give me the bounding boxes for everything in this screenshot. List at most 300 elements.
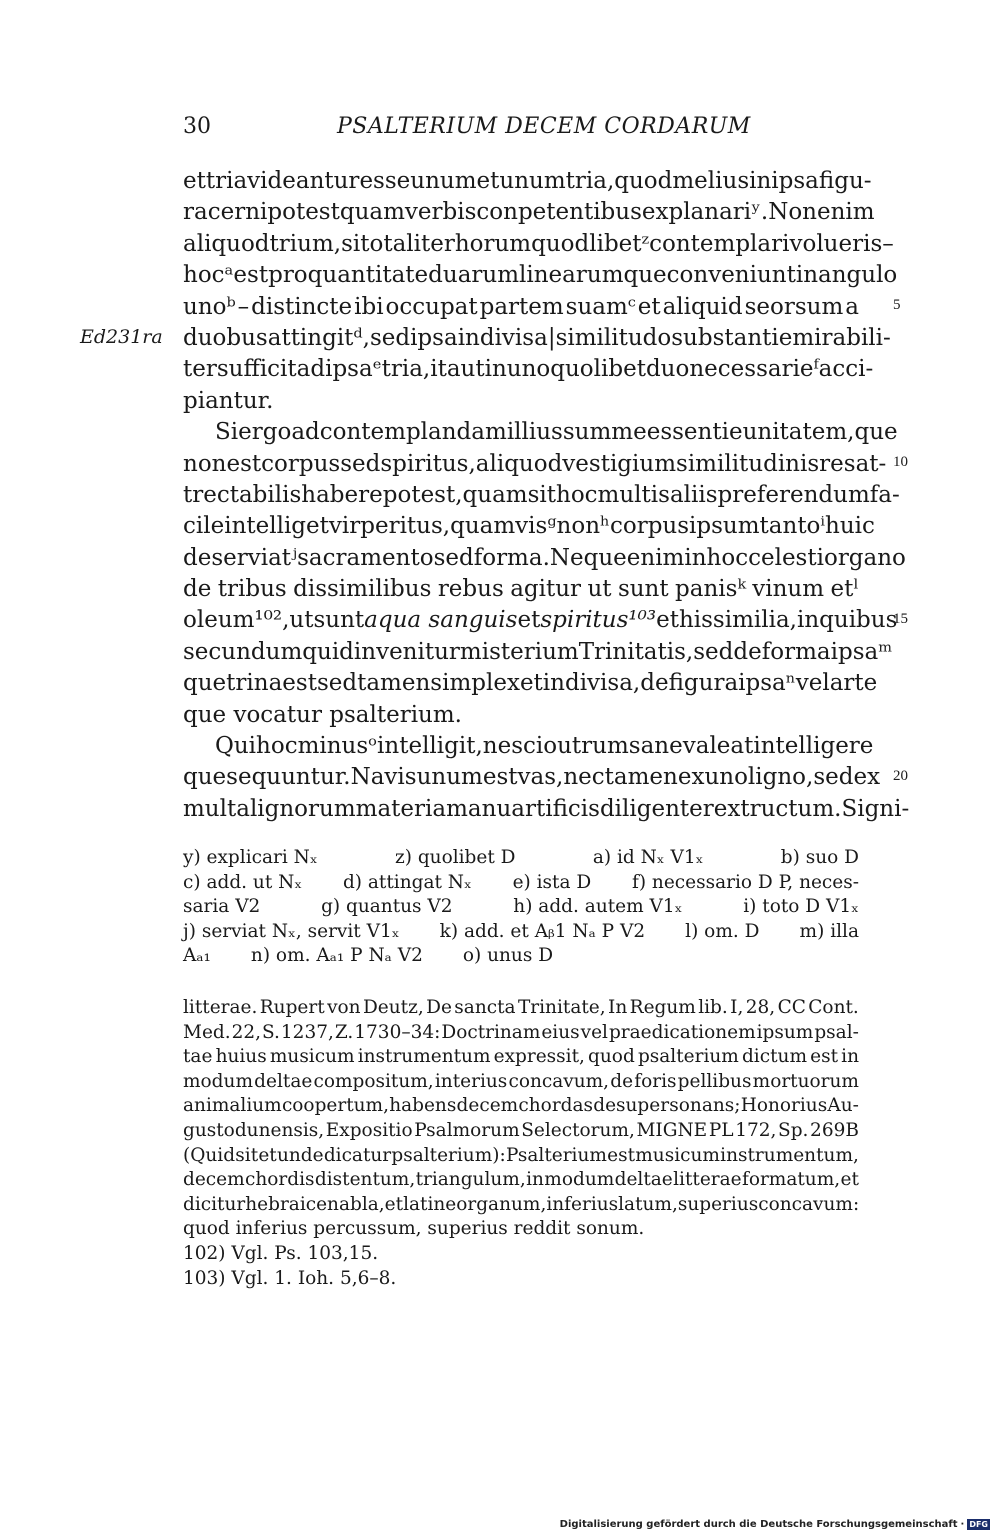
word: que xyxy=(623,262,667,289)
apparatus-line xyxy=(183,895,859,920)
text-line xyxy=(183,574,859,605)
word: linearum xyxy=(519,262,624,289)
word: artificis xyxy=(511,795,600,822)
apparatus-entry: saria V2 xyxy=(183,896,261,918)
text-line xyxy=(183,511,875,542)
word: S. xyxy=(262,1021,280,1043)
word: dissimilibus xyxy=(293,576,432,603)
margin-note: Ed231ra xyxy=(80,326,163,348)
word: hoc xyxy=(256,733,298,760)
word: agitur xyxy=(510,576,582,603)
apparatus-entry: Aₐ₁ xyxy=(183,945,211,967)
word: distincte xyxy=(251,293,353,320)
word: enim xyxy=(626,544,685,571)
word: ibi xyxy=(354,293,384,320)
word: peritus, xyxy=(360,513,451,540)
word: quod xyxy=(614,168,673,194)
text-line xyxy=(183,605,898,636)
word: misterium xyxy=(459,638,579,665)
word: quibus xyxy=(819,607,898,634)
word: ipsa xyxy=(771,168,819,194)
apparatus-entry: g) quantus V2 xyxy=(321,896,453,918)
word: sunt xyxy=(313,607,365,634)
word: Cont. xyxy=(808,997,859,1018)
word: piantur. xyxy=(183,387,274,414)
line-number: 20 xyxy=(893,768,908,784)
note-line xyxy=(183,1168,859,1193)
word: sane xyxy=(628,733,683,760)
word: valeat xyxy=(682,733,754,760)
word: diligenter xyxy=(599,795,714,822)
word: Deutz, xyxy=(362,997,424,1018)
word: psalterium): xyxy=(391,1144,506,1166)
word: Doctrinam xyxy=(441,1021,541,1043)
word: nescio xyxy=(482,733,558,760)
word: quam xyxy=(339,199,405,226)
word: organum, xyxy=(456,1193,547,1215)
text-line xyxy=(183,260,898,291)
word: sacramento xyxy=(297,544,434,571)
word: (Quid xyxy=(183,1144,236,1166)
word: que xyxy=(183,670,227,697)
word: tria, xyxy=(565,168,615,194)
word: 269B xyxy=(810,1119,859,1141)
word: mortuorum xyxy=(752,1070,859,1092)
word: sed xyxy=(693,638,734,665)
word: latum, xyxy=(618,1193,678,1215)
text-line xyxy=(183,637,893,668)
word: psal- xyxy=(814,1021,859,1043)
word: – xyxy=(237,293,250,320)
word: sequuntur. xyxy=(226,764,351,791)
word: 1237, xyxy=(280,1021,334,1043)
word: 172, xyxy=(735,1119,777,1141)
word: seorsum xyxy=(744,293,844,320)
word: corpus xyxy=(609,513,690,540)
word: volueris xyxy=(789,230,883,257)
word: – xyxy=(882,230,894,257)
note-line xyxy=(183,1242,859,1267)
word: foris xyxy=(634,1070,677,1092)
word: quolibet xyxy=(550,356,646,383)
word: deltae xyxy=(614,1169,673,1191)
apparatus-entry: f) necessario D P, neces- xyxy=(631,871,859,893)
text-line xyxy=(183,668,878,699)
word: Sp. xyxy=(778,1119,809,1141)
word: triangulum, xyxy=(415,1169,526,1191)
word: conpetentibus xyxy=(476,199,642,226)
word: unum xyxy=(499,168,566,194)
word: pellibus xyxy=(677,1070,752,1092)
word: uno xyxy=(506,356,551,383)
word: et xyxy=(656,607,679,634)
word: In xyxy=(608,997,628,1018)
word: animalium xyxy=(183,1095,282,1117)
word: coopertum, xyxy=(281,1095,389,1117)
word: ut xyxy=(460,356,485,383)
word: indivisa, xyxy=(542,670,641,697)
word: expressit, xyxy=(493,1046,585,1068)
word: que xyxy=(183,764,227,791)
word: arte xyxy=(829,670,878,697)
word: dicatur xyxy=(323,1144,392,1166)
word: distentum, xyxy=(314,1169,416,1191)
word: tria xyxy=(205,168,248,194)
word: his xyxy=(678,607,713,634)
text-line xyxy=(183,762,881,793)
word: ut xyxy=(587,576,612,603)
word: est xyxy=(810,1046,839,1068)
word: videantur xyxy=(247,168,360,194)
word: ipsaⁿ xyxy=(738,670,796,697)
word: modum xyxy=(544,1169,615,1191)
word: explanariʸ. xyxy=(641,199,769,226)
word: litterae. xyxy=(183,997,258,1018)
word: sunt xyxy=(617,576,669,603)
word: necessarieᶠ xyxy=(689,356,819,383)
word: hebraice xyxy=(245,1193,328,1215)
word: a xyxy=(845,293,859,320)
word: I, xyxy=(730,997,744,1018)
word: cerni xyxy=(207,199,268,226)
word: de xyxy=(610,1070,634,1092)
word: deltae xyxy=(254,1070,313,1092)
word: aliquid xyxy=(662,293,743,320)
word: desuper xyxy=(593,1095,670,1117)
word: instrumentum, xyxy=(720,1144,859,1166)
word: similitudo xyxy=(555,324,672,351)
word: contemplari xyxy=(649,230,790,257)
word: in xyxy=(484,356,507,383)
word: unum xyxy=(410,168,477,194)
word: eius xyxy=(541,1021,580,1043)
word: unitatem, xyxy=(742,419,855,446)
word: est xyxy=(233,262,269,289)
word: in xyxy=(795,262,819,289)
word: acci- xyxy=(818,356,874,383)
source-notes xyxy=(183,996,859,1291)
word: Trinitatis, xyxy=(578,638,694,665)
word: inferius xyxy=(546,1193,619,1215)
apparatus-entry: e) ista D xyxy=(512,871,592,893)
word: occupat xyxy=(385,293,478,320)
word: superius xyxy=(677,1193,759,1215)
word: lignorum xyxy=(249,795,356,822)
word: sed xyxy=(813,764,854,791)
word: Med. xyxy=(183,1021,231,1043)
word: von xyxy=(327,997,361,1018)
word: de xyxy=(733,638,762,665)
word: ita xyxy=(430,356,461,383)
word: ter xyxy=(183,356,217,383)
text-line xyxy=(183,323,891,354)
word: dicitur xyxy=(183,1193,246,1215)
text-line xyxy=(183,229,894,260)
apparatus-entry: l) om. D xyxy=(685,920,760,942)
text-line xyxy=(183,197,875,228)
word: quodlibetᶻ xyxy=(531,230,650,257)
word: unum xyxy=(416,764,483,791)
word: Si xyxy=(215,419,239,446)
word: est xyxy=(226,450,262,477)
apparatus-entry: h) add. autem V1ₓ xyxy=(513,896,683,918)
word: sed xyxy=(340,450,381,477)
word: formatum, xyxy=(741,1169,841,1191)
word: cile xyxy=(183,513,225,540)
word: dictum xyxy=(741,1046,807,1068)
word: rebus xyxy=(437,576,504,603)
word: quod xyxy=(588,1046,635,1068)
word: figura xyxy=(668,670,739,697)
word: nabla, xyxy=(327,1193,385,1215)
word: ra xyxy=(183,199,208,226)
word: musicum xyxy=(635,1144,720,1166)
apparatus-entry: j) serviat Nₓ, servit V1ₓ xyxy=(183,920,400,942)
apparatus-entry: b) suo D xyxy=(780,847,859,868)
apparatus-entry: y) explicari Nₓ xyxy=(183,847,318,868)
word: tae xyxy=(183,1046,213,1068)
word: 103) Vgl. 1. Ioh. 5,6–8. xyxy=(183,1267,397,1289)
word: forma xyxy=(761,638,831,665)
word: melius xyxy=(672,168,750,194)
word: trium, xyxy=(269,230,342,257)
word: De xyxy=(426,997,452,1018)
text-line xyxy=(183,292,859,323)
word: 28, xyxy=(745,997,776,1018)
word: vas, xyxy=(517,764,564,791)
word: partem xyxy=(479,293,564,320)
word: est xyxy=(282,670,317,697)
word: organo xyxy=(823,544,906,571)
word: tria, xyxy=(381,356,431,383)
word: Trinitate, xyxy=(517,997,606,1018)
word: res xyxy=(819,450,856,477)
word: sufficit xyxy=(216,356,297,383)
word: spiritus, xyxy=(380,450,476,477)
word: hocᵃ xyxy=(183,262,234,289)
note-line xyxy=(183,1144,859,1169)
apparatus-entry: i) toto D V1ₓ xyxy=(743,896,859,918)
word: summe xyxy=(562,419,647,446)
apparatus-entry: k) add. et Aᵦ1 Nₐ P V2 xyxy=(439,920,646,942)
word: et xyxy=(519,670,543,697)
word: corpus xyxy=(261,450,341,477)
word: 1730–34: xyxy=(354,1021,441,1043)
word: ad xyxy=(291,419,320,446)
word: habens xyxy=(389,1095,457,1117)
word: psalterium xyxy=(637,1046,739,1068)
word: Au- xyxy=(827,1095,859,1117)
word: huic xyxy=(825,513,875,540)
word: hoc xyxy=(556,481,598,508)
word: tantoⁱ xyxy=(759,513,826,540)
apparatus-entry: n) om. Aₐ₁ P Nₐ V2 xyxy=(250,945,423,967)
word: vestigium xyxy=(562,450,677,477)
word: Signi- xyxy=(841,795,910,822)
word: hoc xyxy=(706,544,749,571)
word: minusᵒ xyxy=(297,733,378,760)
word: litterae xyxy=(673,1169,742,1191)
word: duo xyxy=(645,356,690,383)
word: ipsa xyxy=(410,324,458,351)
text-line xyxy=(183,543,906,574)
word: deserviatʲ xyxy=(183,544,298,571)
word: suamᶜ xyxy=(565,293,636,320)
word: unoᵇ xyxy=(183,293,236,320)
line-number: 10 xyxy=(893,454,908,470)
word: sit xyxy=(235,1144,259,1166)
word: conveniunt xyxy=(666,262,796,289)
word: quod inferius percussum, superius reddit sonum. xyxy=(183,1218,645,1240)
word: et xyxy=(637,293,661,320)
word: 102) Vgl. Ps. 103,15. xyxy=(183,1242,379,1264)
line-number: 15 xyxy=(893,611,908,627)
word: panisᵏ xyxy=(675,576,746,603)
word: quid xyxy=(302,638,354,665)
word: manu xyxy=(446,795,512,822)
word: PL xyxy=(708,1119,734,1141)
apparatus-line xyxy=(183,944,859,969)
text-line xyxy=(183,731,874,762)
word: Expositio xyxy=(325,1119,413,1141)
running-title: PSALTERIUM DECEM CORDARUM xyxy=(337,114,751,139)
word: celesti xyxy=(748,544,824,571)
word: si xyxy=(341,230,361,257)
word: quam xyxy=(462,481,528,508)
word: lib. xyxy=(698,997,728,1018)
word: praedicationem xyxy=(608,1021,756,1043)
note-line xyxy=(183,1217,859,1242)
word: multa xyxy=(183,795,250,822)
word: sed xyxy=(369,324,411,351)
word: preferendum xyxy=(717,481,870,508)
word: ex xyxy=(677,764,705,791)
word: MIGNE xyxy=(636,1119,708,1141)
critical-apparatus xyxy=(183,846,859,969)
word: totaliter xyxy=(360,230,455,257)
word: decem xyxy=(183,1169,245,1191)
word: de xyxy=(183,576,212,603)
word: concavum, xyxy=(508,1070,610,1092)
line-number: 5 xyxy=(893,297,901,313)
word: intelligit, xyxy=(377,733,483,760)
word: sit xyxy=(527,481,556,508)
word: sonans; xyxy=(669,1095,741,1117)
word: substantie xyxy=(671,324,793,351)
word: latine xyxy=(403,1193,457,1215)
dfg-logo: DFG xyxy=(969,1520,988,1529)
word: gustodunensis, xyxy=(183,1119,325,1141)
apparatus-entry: d) attingat Nₓ xyxy=(342,871,472,893)
note-line xyxy=(183,1193,859,1218)
word: modum xyxy=(183,1070,253,1092)
word: | xyxy=(547,324,556,351)
word: tribus xyxy=(217,576,287,603)
word: ligno, xyxy=(747,764,814,791)
note-line xyxy=(183,1267,859,1292)
word: non xyxy=(183,450,227,477)
word: est xyxy=(482,764,518,791)
word: 22, xyxy=(231,1021,262,1043)
word: sed xyxy=(433,544,474,571)
word: concavum: xyxy=(758,1193,860,1215)
text-line xyxy=(183,354,874,385)
word: Navis xyxy=(350,764,417,791)
word: huius xyxy=(215,1046,267,1068)
word: duarum xyxy=(428,262,520,289)
word: Psalmorum xyxy=(414,1119,520,1141)
word: in xyxy=(749,168,772,194)
word: similia, xyxy=(712,607,797,634)
word: quantitate xyxy=(307,262,429,289)
apparatus-entry: z) quolibet D xyxy=(394,847,516,868)
word: trectabilis xyxy=(183,481,302,508)
word: chordis xyxy=(245,1169,315,1191)
footer: Digitalisierung gefördert durch die Deutsche Forschungsgemeinschaft · DFG xyxy=(559,1519,988,1530)
apparatus-line xyxy=(183,871,859,896)
word: Psalterium xyxy=(505,1144,607,1166)
text-line xyxy=(183,794,910,825)
word: Z. xyxy=(334,1021,354,1043)
word: et xyxy=(476,168,500,194)
word: vinum xyxy=(752,576,825,603)
word: habere xyxy=(301,481,383,508)
word: in xyxy=(841,1046,859,1068)
word: aliquod xyxy=(475,450,563,477)
word: Selectorum, xyxy=(521,1119,635,1141)
apparatus-line xyxy=(183,920,859,945)
word: et xyxy=(517,607,541,634)
apparatus-entry: a) id Nₓ V1ₓ xyxy=(592,847,704,868)
word: duobus xyxy=(183,324,268,351)
text-line xyxy=(183,166,872,197)
word: aqua sanguis xyxy=(364,607,518,634)
word: simplex xyxy=(430,670,520,697)
word: nonʰ xyxy=(556,513,610,540)
word: in xyxy=(796,607,820,634)
word: uno xyxy=(704,764,748,791)
word: et xyxy=(384,1193,404,1215)
word: ipsaᵉ xyxy=(325,356,382,383)
word: Regum xyxy=(629,997,696,1018)
word: Non xyxy=(768,199,817,226)
word: pro xyxy=(268,262,308,289)
word: decem xyxy=(456,1095,519,1117)
word: interius xyxy=(434,1070,508,1092)
word: Qui xyxy=(215,733,257,760)
apparatus-entry: m) illa xyxy=(799,920,859,942)
word: forma. xyxy=(473,544,550,571)
word: fa- xyxy=(869,481,900,508)
apparatus-line xyxy=(183,846,859,871)
word: etˡ xyxy=(830,576,859,603)
word: esse xyxy=(359,168,411,194)
word: aliis xyxy=(669,481,718,508)
word: trina xyxy=(226,670,283,697)
word: spiritus¹⁰³ xyxy=(540,607,657,634)
word: vir xyxy=(328,513,361,540)
word: potest xyxy=(267,199,340,226)
word: in xyxy=(526,1169,544,1191)
word: compositum, xyxy=(313,1070,434,1092)
note-line xyxy=(183,996,859,1021)
word: chordas xyxy=(518,1095,594,1117)
word: intelliget xyxy=(224,513,329,540)
word: verbis xyxy=(404,199,477,226)
word: at- xyxy=(855,450,887,477)
word: indivisa xyxy=(457,324,548,351)
word: sancta xyxy=(454,997,516,1018)
